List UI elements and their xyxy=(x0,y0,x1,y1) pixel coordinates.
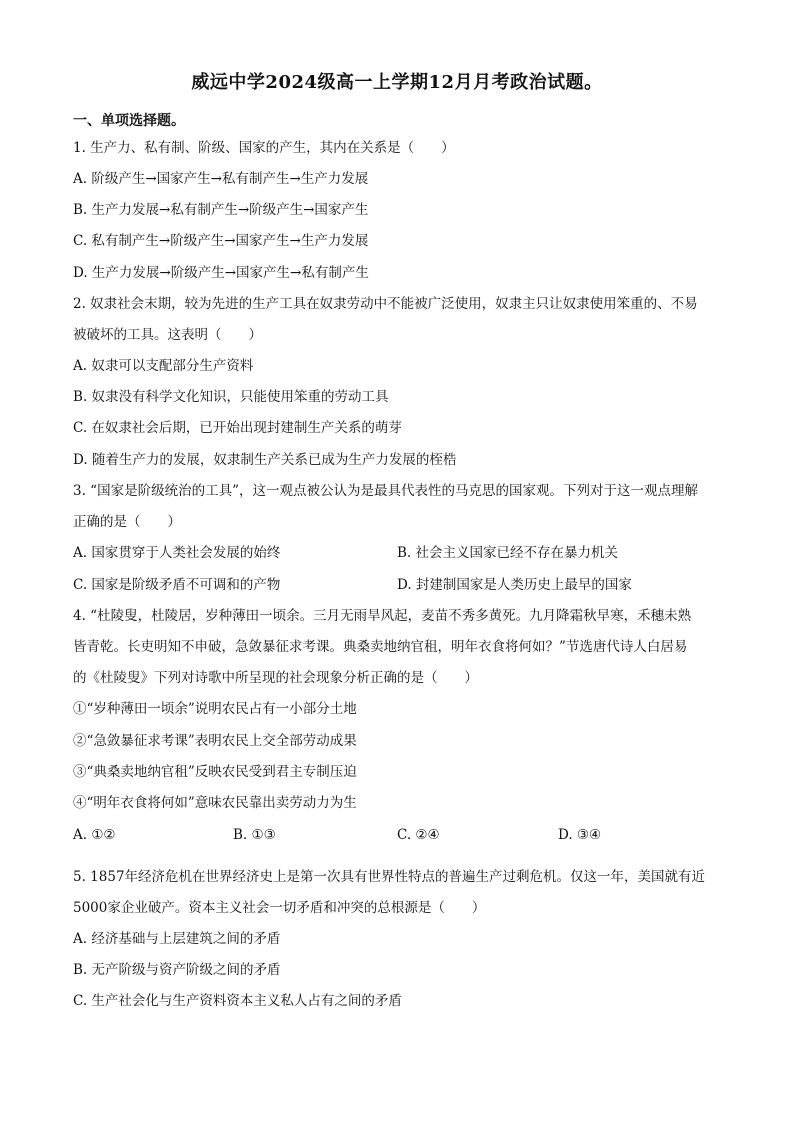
question-4-item-3: ③“典桑卖地纳官租”反映农民受到君主专制压迫 xyxy=(73,764,357,780)
question-2-option-d: D. 随着生产力的发展，奴隶制生产关系已成为生产力发展的桎梏 xyxy=(73,452,457,468)
question-4-stem-line1: 4. “杜陵叟，杜陵居，岁种薄田一顷余。三月无雨旱风起，麦苗不秀多黄死。九月降霜秋早寒，禾穗未熟 xyxy=(73,608,692,624)
question-4-stem-line3: 的《杜陵叟》下列对诗歌中所呈现的社会现象分析正确的是（ ） xyxy=(73,670,478,686)
question-1-option-c: C. 私有制产生→阶级产生→国家产生→生产力发展 xyxy=(73,233,369,249)
question-5-option-b: B. 无产阶级与资产阶级之间的矛盾 xyxy=(73,962,281,978)
question-2-stem-line1: 2. 奴隶社会末期，较为先进的生产工具在奴隶劳动中不能被广泛使用，奴隶主只让奴隶使用笨重的、不易 xyxy=(73,296,698,312)
question-2-option-b: B. 奴隶没有科学文化知识，只能使用笨重的劳动工具 xyxy=(73,389,389,405)
question-4-item-2: ②“急敛暴征求考课”表明农民上交全部劳动成果 xyxy=(73,733,357,749)
question-3-option-c: C. 国家是阶级矛盾不可调和的产物 xyxy=(73,577,281,593)
question-2-stem-line2: 被破坏的工具。这表明（ ） xyxy=(73,327,262,343)
question-1-option-b: B. 生产力发展→私有制产生→阶级产生→国家产生 xyxy=(73,202,369,218)
question-4-stem-line2: 皆青乾。长吏明知不申破，急敛暴征求考课。典桑卖地纳官租，明年衣食将何如？”节选唐代诗人白居易 xyxy=(73,639,688,655)
question-5-option-a: A. 经济基础与上层建筑之间的矛盾 xyxy=(73,931,281,947)
question-4-option-a: A. ①② xyxy=(73,827,116,843)
question-4-option-b: B. ①③ xyxy=(233,827,276,843)
question-5-stem-line1: 5. 1857年经济危机在世界经济史上是第一次具有世界性特点的普遍生产过剩危机。仅这一年，美国就有近 xyxy=(73,869,706,885)
question-2-option-c: C. 在奴隶社会后期，已开始出现封建制生产关系的萌芽 xyxy=(73,420,402,436)
question-2-option-a: A. 奴隶可以支配部分生产资料 xyxy=(73,358,254,374)
section-heading: 一、单项选择题。 xyxy=(73,113,185,129)
exam-title: 威远中学2024级高一上学期12月月考政治试题。 xyxy=(191,72,603,93)
question-4-option-d: D. ③④ xyxy=(558,827,602,843)
question-5-stem-line2: 5000家企业破产。资本主义社会一切矛盾和冲突的总根源是（ ） xyxy=(73,900,486,916)
question-3-option-d: D. 封建制国家是人类历史上最早的国家 xyxy=(397,577,632,593)
question-1-stem: 1. 生产力、私有制、阶级、国家的产生，其内在关系是（ ） xyxy=(73,140,455,156)
question-4-item-4: ④“明年衣食将何如”意味农民靠出卖劳动力为生 xyxy=(73,795,357,811)
question-3-stem-line2: 正确的是（ ） xyxy=(73,514,181,530)
question-1-option-d: D. 生产力发展→阶级产生→国家产生→私有制产生 xyxy=(73,265,369,281)
question-3-option-a: A. 国家贯穿于人类社会发展的始终 xyxy=(73,545,281,561)
question-4-item-1: ①“岁种薄田一顷余”说明农民占有一小部分土地 xyxy=(73,701,357,717)
question-3-stem-line1: 3. “国家是阶级统治的工具”，这一观点被公认为是最具代表性的马克思的国家观。下列对于这一观点理解 xyxy=(73,483,698,499)
question-1-option-a: A. 阶级产生→国家产生→私有制产生→生产力发展 xyxy=(73,171,369,187)
question-3-option-b: B. 社会主义国家已经不存在暴力机关 xyxy=(397,545,619,561)
question-5-option-c: C. 生产社会化与生产资料资本主义私人占有之间的矛盾 xyxy=(73,993,402,1009)
question-4-option-c: C. ②④ xyxy=(397,827,440,843)
